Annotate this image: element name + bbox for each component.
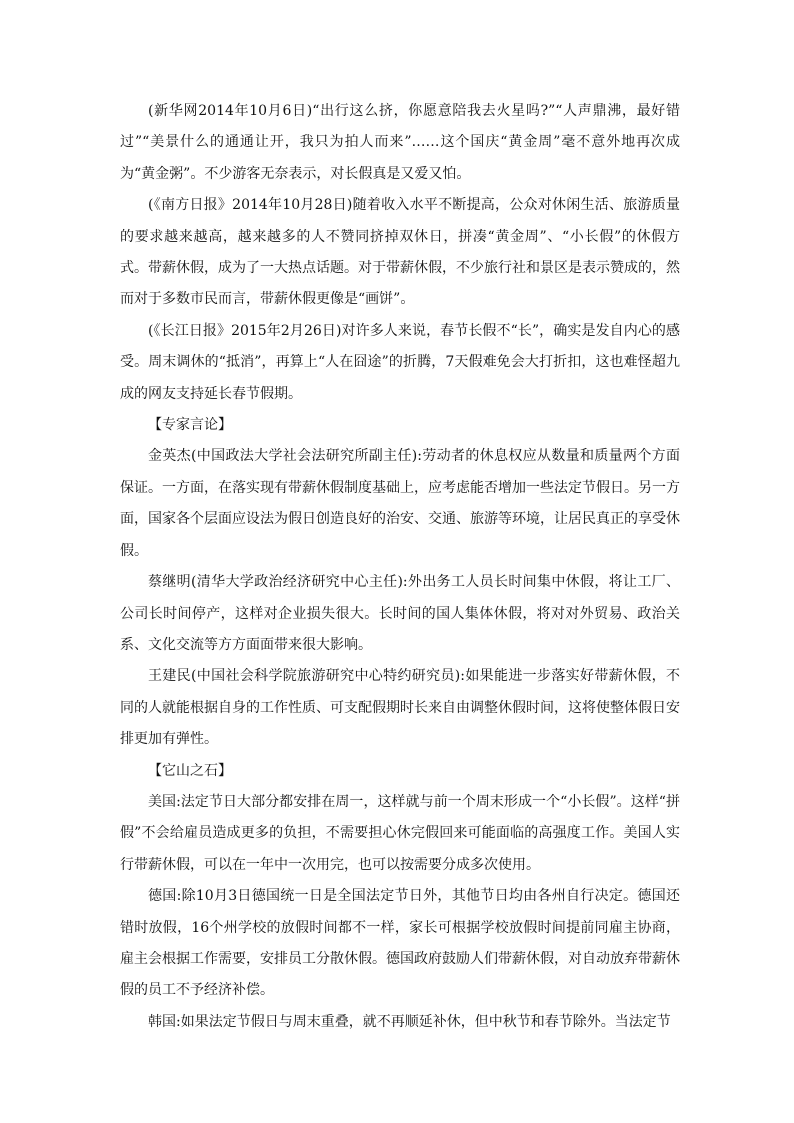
expert-paragraph-2: 蔡继明(清华大学政治经济研究中心主任):外出务工人员长时间集中休假，将让工厂、公司长时间停产，这样对企业损失很大。长时间的国人集体休假，将对对外贸易、政治关系、文化交流等方方面面带来很大影响。 <box>120 574 680 653</box>
experts-heading: 【专家言论】 <box>148 417 232 434</box>
abroad-paragraph-usa: 美国:法定节日大部分都安排在周一，这样就与前一个周末形成一个“小长假”。这样“拼假”不会给雇员造成更多的负担，不需要担心休完假回来可能面临的高强度工作。美国人实行带薪休假，可以在一年中一次用完，也可以按需要分成多次使用。 <box>120 793 680 873</box>
news-paragraph-1: (新华网2014年10月6日)“出行这么挤，你愿意陪我去火星吗?”“人声鼎沸，最好错过”“美景什么的通通让开，我只为拍人而来”……这个国庆“黄金周”毫不意外地再次成为“黄金粥”。不少游客无奈表示，对长假真是又爱又怕。 <box>120 103 680 182</box>
news-paragraph-3: (《长江日报》2015年2月26日)对许多人来说，春节长假不“长”，确实是发自内心的感受。周末调休的“抵消”，再算上“人在囧途”的折腾，7天假难免会大打折扣，这也难怪超九成的网友支持延长春节假期。 <box>120 322 680 402</box>
news-paragraph-2: (《南方日报》2014年10月28日)随着收入水平不断提高，公众对休闲生活、旅游质量的要求越来越高，越来越多的人不赞同挤掉双休日，拼凑“黄金周”、“小长假”的休假方式。带薪休假，成为了一大热点话题。对于带薪休假，不少旅行社和景区是表示赞成的，然而对于多数市民而言，带薪休假更像是“画饼”。 <box>120 197 680 308</box>
expert-paragraph-1: 金英杰(中国政法大学社会法研究所副主任):劳动者的休息权应从数量和质量两个方面保证。一方面，在落实现有带薪休假制度基础上，应考虑能否增加一些法定节假日。另一方面，国家各个层面应设法为假日创造良好的治安、交通、旅游等环境，让居民真正的享受休假。 <box>120 448 680 559</box>
expert-paragraph-3: 王建民(中国社会科学院旅游研究中心特约研究员):如果能进一步落实好带薪休假，不同的人就能根据自身的工作性质、可支配假期时长来自由调整休假时间，这将使整体假日安排更加有弹性。 <box>120 668 680 748</box>
document-page <box>120 96 680 1038</box>
abroad-heading: 【它山之石】 <box>148 762 232 779</box>
abroad-paragraph-korea: 韩国:如果法定节假日与周末重叠，就不再顺延补休，但中秋节和春节除外。当法定节 <box>148 1013 671 1030</box>
abroad-paragraph-germany: 德国:除10月3日德国统一日是全国法定节日外，其他节日均由各州自行决定。德国还错时放假，16个州学校的放假时间都不一样，家长可根据学校放假时间提前同雇主协商，雇主会根据工作需要，安排员工分散休假。德国政府鼓励人们带薪休假，对自动放弃带薪休假的员工不予经济补偿。 <box>120 888 680 999</box>
